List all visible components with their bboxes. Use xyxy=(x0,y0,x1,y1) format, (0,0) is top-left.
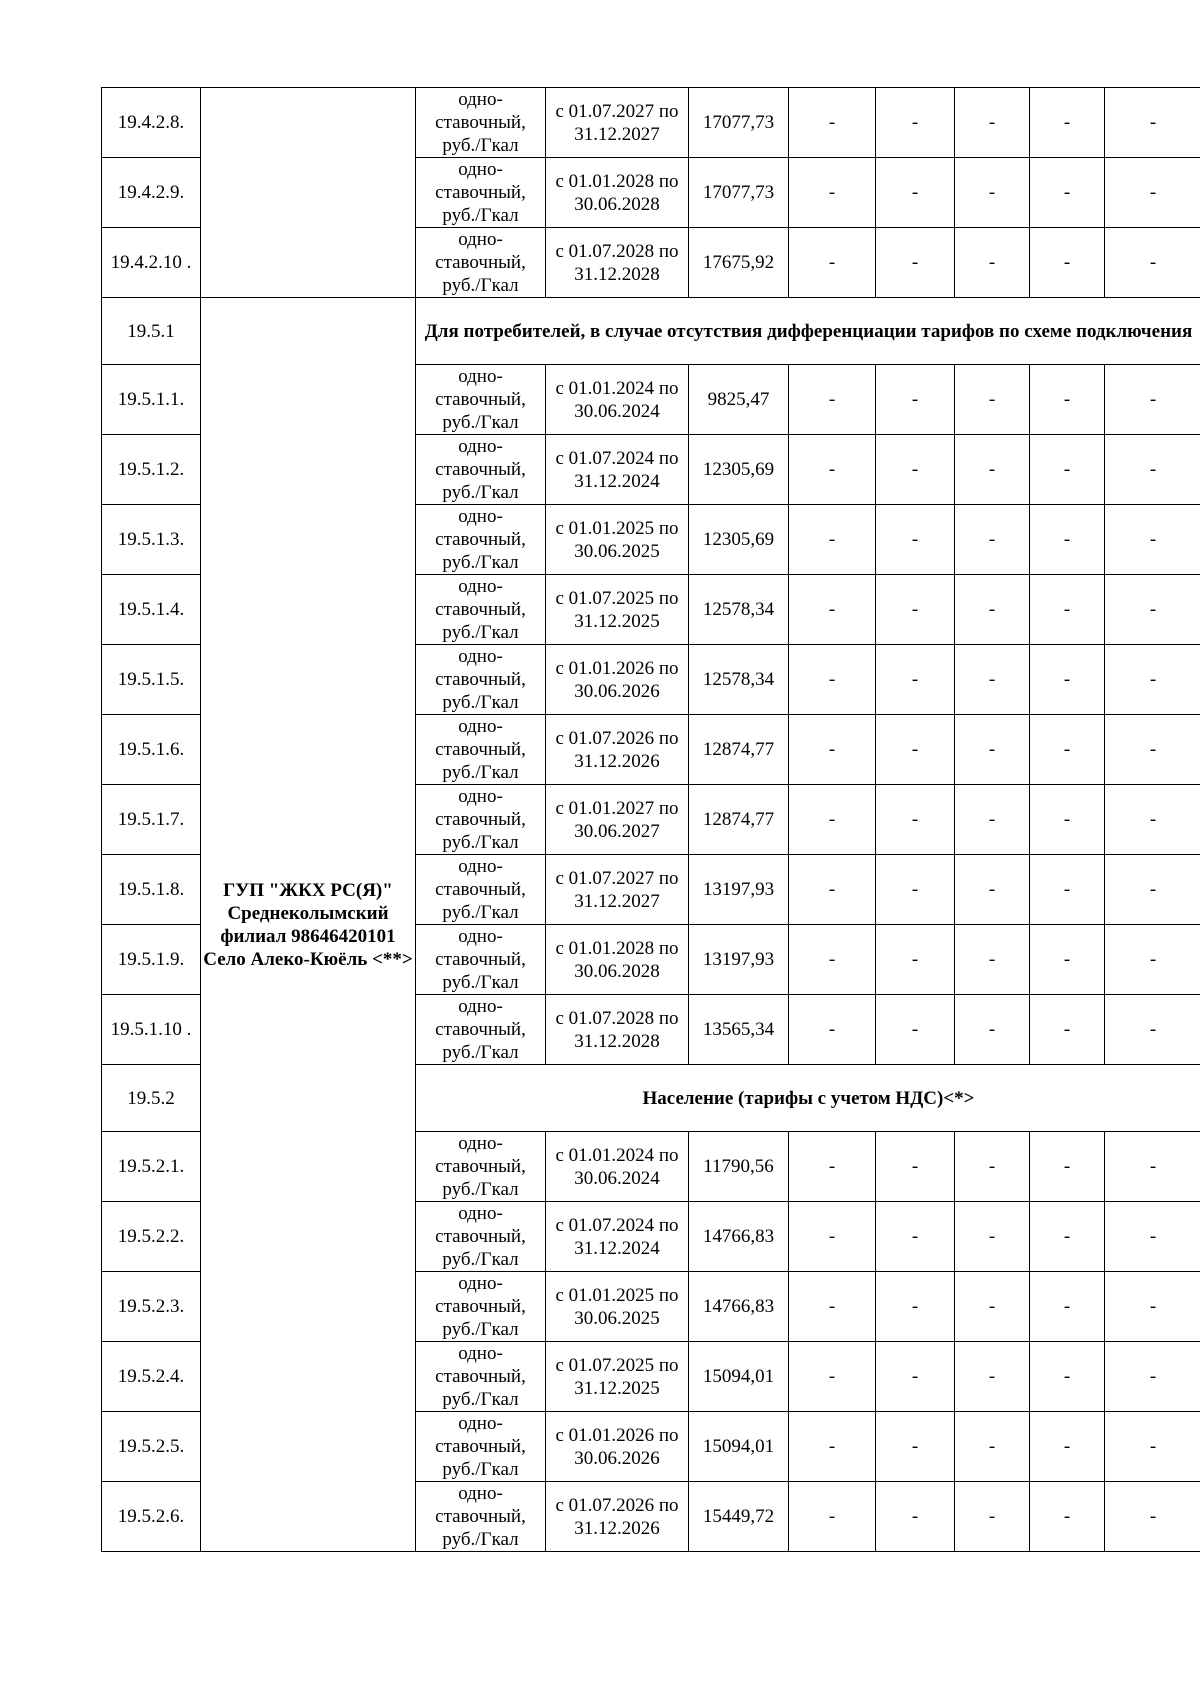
empty-value-dash: - xyxy=(876,1132,955,1202)
empty-value-dash: - xyxy=(789,1272,876,1342)
empty-value-dash: - xyxy=(1105,715,1200,785)
empty-value-dash: - xyxy=(1030,1482,1105,1552)
empty-value-dash: - xyxy=(789,365,876,435)
period-cell: с 01.07.2026 по 31.12.2026 xyxy=(546,715,689,785)
period-cell: с 01.01.2028 по 30.06.2028 xyxy=(546,158,689,228)
empty-value-dash: - xyxy=(1030,1132,1105,1202)
empty-value-dash: - xyxy=(955,228,1030,298)
period-cell: с 01.01.2024 по 30.06.2024 xyxy=(546,1132,689,1202)
empty-value-dash: - xyxy=(1105,365,1200,435)
empty-value-dash: - xyxy=(876,645,955,715)
period-cell: с 01.01.2025 по 30.06.2025 xyxy=(546,505,689,575)
empty-value-dash: - xyxy=(1105,785,1200,855)
empty-value-dash: - xyxy=(789,88,876,158)
empty-value-dash: - xyxy=(1105,1342,1200,1412)
row-code: 19.5.2.1. xyxy=(102,1132,201,1202)
empty-value-dash: - xyxy=(789,1202,876,1272)
row-code: 19.4.2.10 . xyxy=(102,228,201,298)
period-cell: с 01.07.2026 по 31.12.2026 xyxy=(546,1482,689,1552)
row-code: 19.5.2.3. xyxy=(102,1272,201,1342)
empty-value-dash: - xyxy=(955,995,1030,1065)
empty-value-dash: - xyxy=(1030,1272,1105,1342)
empty-value-dash: - xyxy=(1030,505,1105,575)
empty-value-dash: - xyxy=(955,575,1030,645)
rate-type-cell: одно-ставочный, руб./Гкал xyxy=(416,1482,546,1552)
empty-value-dash: - xyxy=(1105,575,1200,645)
row-code: 19.5.1.10 . xyxy=(102,995,201,1065)
empty-value-dash: - xyxy=(955,645,1030,715)
empty-value-dash: - xyxy=(1105,505,1200,575)
rate-type-cell: одно-ставочный, руб./Гкал xyxy=(416,1342,546,1412)
section-code: 19.5.1 xyxy=(102,298,201,365)
rate-type-cell: одно-ставочный, руб./Гкал xyxy=(416,785,546,855)
previous-org-cell xyxy=(201,88,416,298)
empty-value-dash: - xyxy=(1105,855,1200,925)
rate-type-cell: одно-ставочный, руб./Гкал xyxy=(416,365,546,435)
empty-value-dash: - xyxy=(876,88,955,158)
empty-value-dash: - xyxy=(789,925,876,995)
row-code: 19.5.2.4. xyxy=(102,1342,201,1412)
empty-value-dash: - xyxy=(955,1482,1030,1552)
empty-value-dash: - xyxy=(789,1132,876,1202)
empty-value-dash: - xyxy=(955,785,1030,855)
row-code: 19.5.2.2. xyxy=(102,1202,201,1272)
rate-type-cell: одно-ставочный, руб./Гкал xyxy=(416,575,546,645)
rate-type-cell: одно-ставочный, руб./Гкал xyxy=(416,715,546,785)
empty-value-dash: - xyxy=(876,925,955,995)
tariff-value-cell: 12578,34 xyxy=(689,575,789,645)
empty-value-dash: - xyxy=(1105,158,1200,228)
empty-value-dash: - xyxy=(1105,228,1200,298)
empty-value-dash: - xyxy=(876,435,955,505)
tariff-value-cell: 13197,93 xyxy=(689,925,789,995)
empty-value-dash: - xyxy=(955,365,1030,435)
empty-value-dash: - xyxy=(1105,1412,1200,1482)
section-code: 19.5.2 xyxy=(102,1065,201,1132)
empty-value-dash: - xyxy=(876,365,955,435)
section-title: Население (тарифы с учетом НДС)<*> xyxy=(416,1065,1200,1132)
empty-value-dash: - xyxy=(1030,1342,1105,1412)
empty-value-dash: - xyxy=(1030,575,1105,645)
empty-value-dash: - xyxy=(789,1482,876,1552)
empty-value-dash: - xyxy=(955,1342,1030,1412)
empty-value-dash: - xyxy=(789,1342,876,1412)
row-code: 19.4.2.9. xyxy=(102,158,201,228)
rate-type-cell: одно-ставочный, руб./Гкал xyxy=(416,505,546,575)
period-cell: с 01.07.2028 по 31.12.2028 xyxy=(546,228,689,298)
empty-value-dash: - xyxy=(955,435,1030,505)
rate-type-cell: одно-ставочный, руб./Гкал xyxy=(416,158,546,228)
rate-type-cell: одно-ставочный, руб./Гкал xyxy=(416,435,546,505)
period-cell: с 01.07.2025 по 31.12.2025 xyxy=(546,1342,689,1412)
section-title: Для потребителей, в случае отсутствия дифференциации тарифов по схеме подключения xyxy=(416,298,1200,365)
empty-value-dash: - xyxy=(955,505,1030,575)
empty-value-dash: - xyxy=(789,158,876,228)
organization-cell: ГУП "ЖКХ РС(Я)" Среднеколымский филиал 98646420101 Село Алеко-Кюёль <**> xyxy=(201,298,416,1552)
period-cell: с 01.07.2027 по 31.12.2027 xyxy=(546,88,689,158)
section-row xyxy=(102,298,1200,365)
empty-value-dash: - xyxy=(1030,925,1105,995)
row-code: 19.5.1.2. xyxy=(102,435,201,505)
empty-value-dash: - xyxy=(1105,1132,1200,1202)
empty-value-dash: - xyxy=(1030,645,1105,715)
tariff-value-cell: 12305,69 xyxy=(689,435,789,505)
tariff-table xyxy=(101,87,1200,1552)
tariff-value-cell: 15449,72 xyxy=(689,1482,789,1552)
empty-value-dash: - xyxy=(1105,645,1200,715)
period-cell: с 01.01.2026 по 30.06.2026 xyxy=(546,645,689,715)
tariff-value-cell: 14766,83 xyxy=(689,1272,789,1342)
empty-value-dash: - xyxy=(955,715,1030,785)
rate-type-cell: одно-ставочный, руб./Гкал xyxy=(416,88,546,158)
rate-type-cell: одно-ставочный, руб./Гкал xyxy=(416,228,546,298)
empty-value-dash: - xyxy=(876,855,955,925)
empty-value-dash: - xyxy=(1105,435,1200,505)
empty-value-dash: - xyxy=(1030,995,1105,1065)
empty-value-dash: - xyxy=(789,575,876,645)
rate-type-cell: одно-ставочный, руб./Гкал xyxy=(416,1272,546,1342)
table-row xyxy=(102,88,1200,158)
row-code: 19.5.1.8. xyxy=(102,855,201,925)
period-cell: с 01.07.2028 по 31.12.2028 xyxy=(546,995,689,1065)
tariff-value-cell: 17077,73 xyxy=(689,88,789,158)
empty-value-dash: - xyxy=(789,715,876,785)
rate-type-cell: одно-ставочный, руб./Гкал xyxy=(416,645,546,715)
empty-value-dash: - xyxy=(876,575,955,645)
tariff-value-cell: 15094,01 xyxy=(689,1412,789,1482)
row-code: 19.5.1.6. xyxy=(102,715,201,785)
tariff-value-cell: 12305,69 xyxy=(689,505,789,575)
tariff-value-cell: 17077,73 xyxy=(689,158,789,228)
empty-value-dash: - xyxy=(1030,785,1105,855)
empty-value-dash: - xyxy=(1030,228,1105,298)
empty-value-dash: - xyxy=(1030,715,1105,785)
empty-value-dash: - xyxy=(1030,158,1105,228)
rate-type-cell: одно-ставочный, руб./Гкал xyxy=(416,1202,546,1272)
empty-value-dash: - xyxy=(876,1482,955,1552)
tariff-table-body xyxy=(102,88,1200,1552)
empty-value-dash: - xyxy=(955,1272,1030,1342)
tariff-value-cell: 12874,77 xyxy=(689,715,789,785)
tariff-value-cell: 13565,34 xyxy=(689,995,789,1065)
empty-value-dash: - xyxy=(789,1412,876,1482)
period-cell: с 01.07.2027 по 31.12.2027 xyxy=(546,855,689,925)
empty-value-dash: - xyxy=(876,1342,955,1412)
period-cell: с 01.07.2025 по 31.12.2025 xyxy=(546,575,689,645)
row-code: 19.5.1.4. xyxy=(102,575,201,645)
empty-value-dash: - xyxy=(789,855,876,925)
row-code: 19.5.1.1. xyxy=(102,365,201,435)
empty-value-dash: - xyxy=(955,1412,1030,1482)
empty-value-dash: - xyxy=(1105,925,1200,995)
empty-value-dash: - xyxy=(1030,365,1105,435)
empty-value-dash: - xyxy=(789,505,876,575)
empty-value-dash: - xyxy=(1030,1412,1105,1482)
rate-type-cell: одно-ставочный, руб./Гкал xyxy=(416,1412,546,1482)
rate-type-cell: одно-ставочный, руб./Гкал xyxy=(416,1132,546,1202)
empty-value-dash: - xyxy=(1030,855,1105,925)
empty-value-dash: - xyxy=(955,925,1030,995)
tariff-value-cell: 9825,47 xyxy=(689,365,789,435)
period-cell: с 01.01.2028 по 30.06.2028 xyxy=(546,925,689,995)
empty-value-dash: - xyxy=(1105,88,1200,158)
tariff-value-cell: 13197,93 xyxy=(689,855,789,925)
empty-value-dash: - xyxy=(789,785,876,855)
empty-value-dash: - xyxy=(1105,995,1200,1065)
row-code: 19.5.1.7. xyxy=(102,785,201,855)
empty-value-dash: - xyxy=(789,995,876,1065)
period-cell: с 01.07.2024 по 31.12.2024 xyxy=(546,1202,689,1272)
empty-value-dash: - xyxy=(789,645,876,715)
empty-value-dash: - xyxy=(876,715,955,785)
empty-value-dash: - xyxy=(955,1132,1030,1202)
empty-value-dash: - xyxy=(1105,1202,1200,1272)
tariff-value-cell: 15094,01 xyxy=(689,1342,789,1412)
empty-value-dash: - xyxy=(1030,1202,1105,1272)
empty-value-dash: - xyxy=(876,785,955,855)
empty-value-dash: - xyxy=(1105,1482,1200,1552)
empty-value-dash: - xyxy=(876,1272,955,1342)
empty-value-dash: - xyxy=(876,1412,955,1482)
tariff-value-cell: 14766,83 xyxy=(689,1202,789,1272)
row-code: 19.5.2.6. xyxy=(102,1482,201,1552)
period-cell: с 01.07.2024 по 31.12.2024 xyxy=(546,435,689,505)
row-code: 19.4.2.8. xyxy=(102,88,201,158)
empty-value-dash: - xyxy=(955,158,1030,228)
empty-value-dash: - xyxy=(789,228,876,298)
empty-value-dash: - xyxy=(876,158,955,228)
tariff-value-cell: 11790,56 xyxy=(689,1132,789,1202)
tariff-value-cell: 12578,34 xyxy=(689,645,789,715)
empty-value-dash: - xyxy=(876,505,955,575)
empty-value-dash: - xyxy=(1030,435,1105,505)
empty-value-dash: - xyxy=(955,88,1030,158)
empty-value-dash: - xyxy=(876,995,955,1065)
rate-type-cell: одно-ставочный, руб./Гкал xyxy=(416,855,546,925)
empty-value-dash: - xyxy=(955,855,1030,925)
rate-type-cell: одно-ставочный, руб./Гкал xyxy=(416,925,546,995)
period-cell: с 01.01.2025 по 30.06.2025 xyxy=(546,1272,689,1342)
empty-value-dash: - xyxy=(789,435,876,505)
row-code: 19.5.1.3. xyxy=(102,505,201,575)
empty-value-dash: - xyxy=(955,1202,1030,1272)
row-code: 19.5.2.5. xyxy=(102,1412,201,1482)
empty-value-dash: - xyxy=(876,1202,955,1272)
period-cell: с 01.01.2026 по 30.06.2026 xyxy=(546,1412,689,1482)
empty-value-dash: - xyxy=(1030,88,1105,158)
period-cell: с 01.01.2027 по 30.06.2027 xyxy=(546,785,689,855)
empty-value-dash: - xyxy=(876,228,955,298)
rate-type-cell: одно-ставочный, руб./Гкал xyxy=(416,995,546,1065)
row-code: 19.5.1.5. xyxy=(102,645,201,715)
empty-value-dash: - xyxy=(1105,1272,1200,1342)
row-code: 19.5.1.9. xyxy=(102,925,201,995)
tariff-value-cell: 12874,77 xyxy=(689,785,789,855)
tariff-value-cell: 17675,92 xyxy=(689,228,789,298)
period-cell: с 01.01.2024 по 30.06.2024 xyxy=(546,365,689,435)
